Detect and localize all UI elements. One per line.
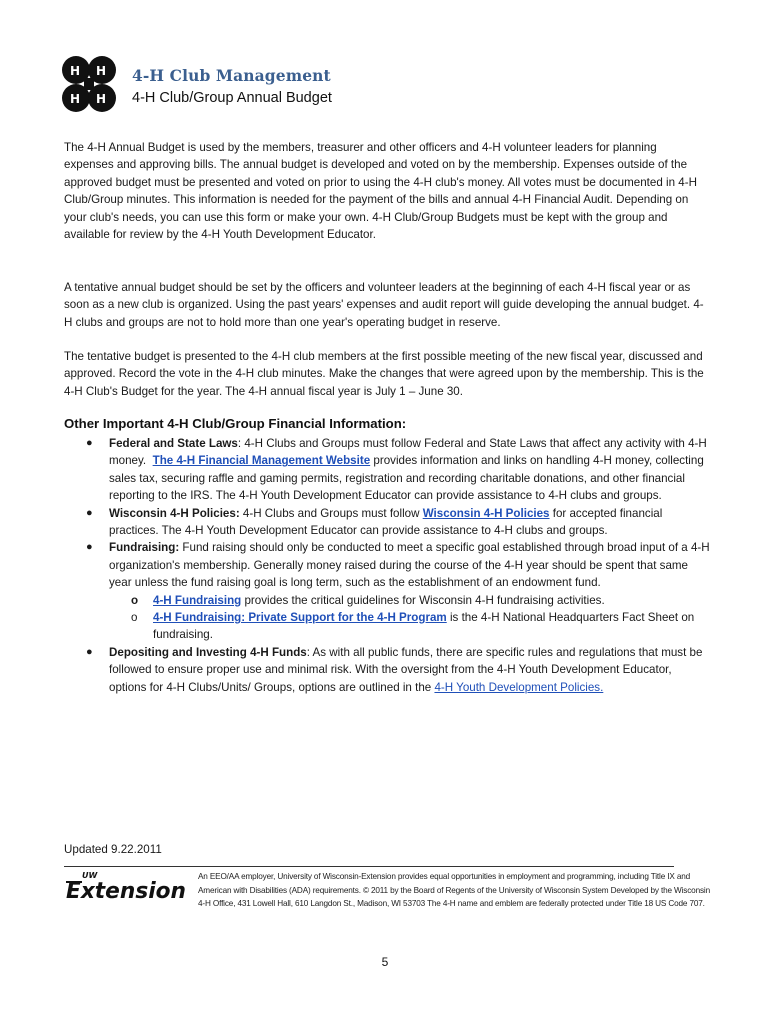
page-title: 4-H Club Management [132, 66, 331, 85]
wisconsin-4h-policies-link[interactable]: Wisconsin 4-H Policies [422, 506, 550, 520]
item-text: for accepted financial practices. The 4-H Youth Development Educator can provide assistance to 4-H clubs and groups. [109, 506, 663, 538]
sublist-item [109, 609, 712, 644]
item-text: : 4-H Clubs and Groups must follow Federal and State Laws that affect any activity with 4-H money. [109, 437, 707, 468]
item-text: provides information and links on handling 4-H money, collecting sales tax, securing raffle and gaming permits, registration and recording charitable donations, and other financial reporting to the IRS. The 4-H Youth Development Educator can provide assistance to 4-H clubs and groups. [109, 454, 704, 503]
sublist-item [109, 592, 712, 609]
intro-paragraph: The 4-H Annual Budget is used by the members, treasurer and other officers and 4-H volunteer leaders for planning expenses and approving bills. The annual budget is developed and voted on by the membership. Expenses outside of the approved budget must be presented and voted on prior to using the 4-H club's money. All votes must be documented in 4-H Club/Group minutes. This information is needed for the payment of the bills and annual 4-H Financial Audit. Depending on your club's needs, you can use this form or make your own. 4-H Club/Group Budgets must be kept with the group and available for review by the 4-H Youth Development Educator. [64, 141, 697, 242]
financial-info-list [64, 435, 712, 696]
private-support-link[interactable]: 4-H Fundraising: Private Support for the 4-H Program [153, 611, 447, 625]
list-item-depositing-investing [64, 644, 712, 696]
section-heading: Other Important 4-H Club/Group Financial Information: [64, 416, 407, 431]
bullet-dot-icon: ● [86, 541, 93, 554]
list-item-federal-laws [64, 435, 712, 505]
item-label: Depositing and Investing 4-H Funds [109, 645, 307, 659]
bullet-dot-icon: ● [86, 437, 93, 449]
fundraising-sublist [109, 592, 712, 644]
logo-small-text: UW [82, 871, 98, 880]
four-h-clover-icon [54, 50, 124, 122]
item-label: Federal and State Laws [109, 437, 238, 450]
svg-text:H: H [70, 64, 81, 78]
list-item-wisconsin-policies [64, 505, 712, 540]
item-text: Fund raising should only be conducted to meet a specific goal established through broad input of a 4-H organization's membership. Generally money raised during the course of the 4-H year should be spent that same year unless the fund raising goal is long term, such as the establishment of an endowment fund. [109, 541, 710, 590]
page-subtitle: 4-H Club/Group Annual Budget [132, 90, 332, 106]
budget-vote-paragraph: The tentative budget is presented to the 4-H club members at the first possible meeting of the new fiscal year, discussed and approved. Record the vote in the 4-H club minutes. Make the changes that were agreed upon by the membership. This is the 4-H Club's Budget for the year. The 4-H annual fiscal year is July 1 – June 30. [64, 350, 704, 398]
uw-extension-logo [64, 868, 190, 902]
footer-divider [64, 866, 674, 867]
item-text: provides the critical guidelines for Wisconsin 4-H fundraising activities. [241, 593, 605, 607]
bullet-dot-icon: ● [86, 506, 93, 519]
svg-text:H: H [70, 92, 81, 106]
financial-management-website-link[interactable]: The 4-H Financial Management Website [152, 454, 371, 468]
4h-fundraising-link[interactable]: 4-H Fundraising [153, 593, 242, 607]
youth-development-policies-link[interactable]: 4-H Youth Development Policies. [434, 680, 604, 694]
page-number: 5 [381, 955, 389, 969]
sub-bullet-marker: o [131, 593, 139, 607]
tentative-budget-paragraph: A tentative annual budget should be set by the officers and volunteer leaders at the beginning of each 4-H fiscal year or as soon as a new club is organized. Using the past years' expenses and audit report will guide developing the annual budget. 4-H clubs and groups are not to hold more than one year's operating budget in reserve. [64, 281, 704, 329]
logo-word-text: Extension [66, 879, 186, 902]
bullet-dot-icon: ● [86, 645, 93, 658]
updated-date: Updated 9.22.2011 [64, 843, 162, 856]
item-text: is the 4-H National Headquarters Fact Sheet on fundraising. [153, 611, 695, 642]
list-item-fundraising [64, 539, 712, 643]
item-label: Fundraising: [109, 541, 180, 555]
item-text: 4-H Clubs and Groups must follow [239, 506, 423, 520]
item-label: Wisconsin 4-H Policies: [109, 506, 240, 520]
sub-bullet-marker: o [131, 611, 138, 625]
item-text: : As with all public funds, there are specific rules and regulations that must be followed to ensure proper use and minimal risk. With the oversight from the 4-H Youth Development Educator, options for 4-H Clubs/Units/ Groups, options are outlined in the [109, 645, 703, 694]
svg-text:H: H [96, 64, 107, 78]
svg-text:H: H [96, 92, 107, 106]
footer-disclaimer: An EEO/AA employer, University of Wisconsin-Extension provides equal opportunities in employment and programming, including Title IX and American with Disabilities (ADA) requirements. © 2011 by the Board of Regents of the University of Wisconsin System Developed by the Wisconsin 4-H Office, 431 Lowell Hall, 610 Langdon St., Madison, WI 53703 The 4-H name and emblem are federally protected under Title 18 US Code 707. [198, 872, 710, 908]
